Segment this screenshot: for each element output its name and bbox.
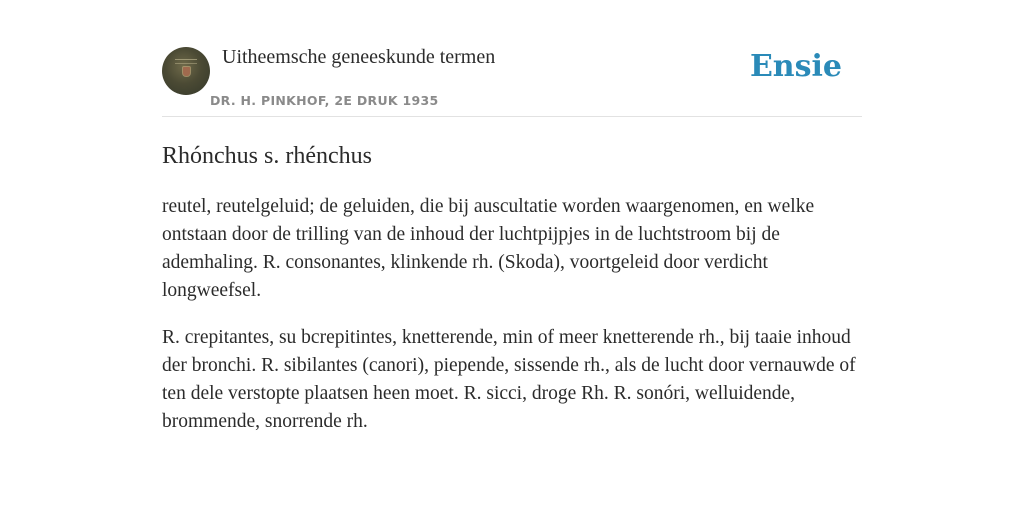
source-book-title[interactable]: Uitheemsche geneeskunde termen — [222, 46, 496, 68]
ensie-logo[interactable]: Ensie — [749, 49, 842, 84]
entry-definition — [162, 193, 862, 436]
entry-term-title: Rhónchus s. rhénchus — [162, 143, 372, 169]
source-book-author: DR. H. PINKHOF, 2E DRUK 1935 — [210, 93, 439, 108]
definition-paragraph: R. crepitantes, su bcrepitintes, knetterende, min of meer knetterende rh., bij taaie inhoud der bronchi. R. sibilantes (canori), piepende, sissende rh., als de lucht door vernauwde of ten dele verstopte plaatsen heen moet. R. sicci, droge Rh. R. sonóri, welluidende, brommende, snorrende rh. — [162, 327, 856, 432]
book-cover-thumbnail[interactable] — [162, 47, 210, 95]
source-header — [162, 40, 862, 117]
cover-title-lines — [175, 59, 197, 64]
definition-paragraph: reutel, reutelgeluid; de geluiden, die bij auscultatie worden waargenomen, en welke ontstaan door de trilling van de inhoud der luchtpijpjes in de luchtstroom bij de ademhaling. R. consonantes, klinkende rh. (Skoda), voortgeleid door verdicht longweefsel. — [162, 196, 815, 301]
entry-card — [162, 40, 862, 436]
cover-emblem-icon — [183, 67, 190, 76]
